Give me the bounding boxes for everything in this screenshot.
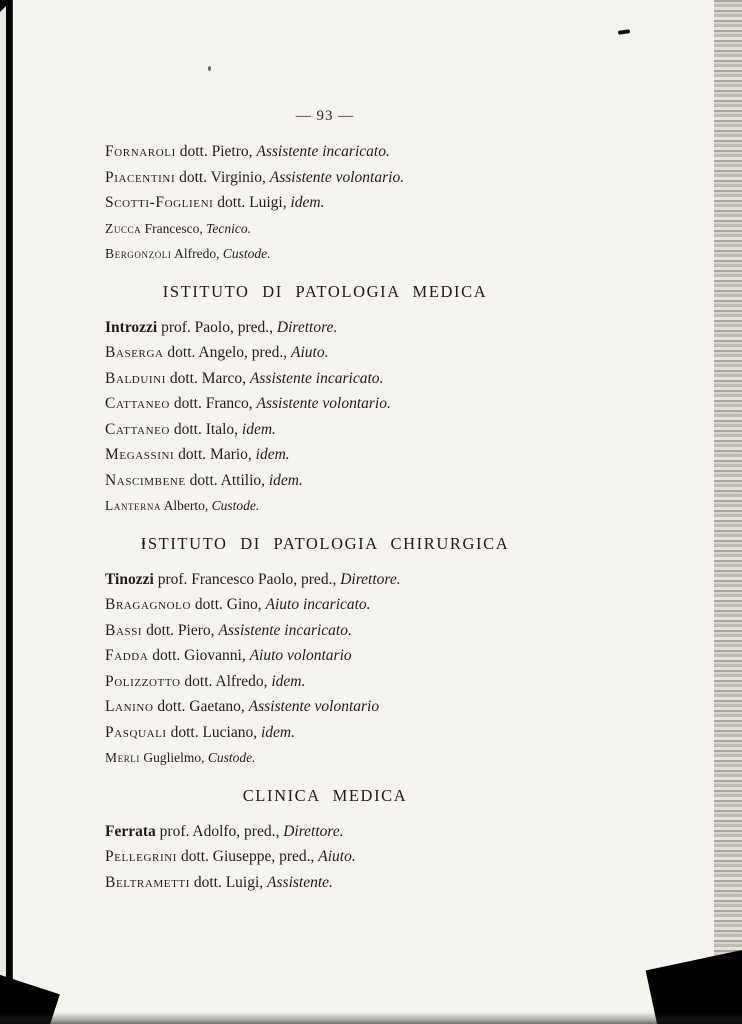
person-name: Megassini: [105, 446, 175, 463]
directory-entry: [105, 340, 545, 366]
entry-text: prof. Adolfo, pred.,: [155, 822, 284, 840]
directory-entry: [105, 745, 545, 771]
entry-text: Alfredo,: [171, 246, 223, 261]
directory-entry: [105, 669, 545, 695]
person-name: Scotti-Foglieni: [105, 194, 214, 211]
section-heading: CLINICA MEDICA: [242, 785, 408, 805]
directory-entry: [105, 870, 545, 896]
person-name: Bergonzoli: [105, 246, 172, 261]
entry-text: dott. Virginio,: [175, 168, 270, 186]
entry-text: prof. Francesco Paolo, pred.,: [153, 570, 341, 588]
role-title: Aiuto volontario: [249, 647, 352, 664]
entry-text: dott. Franco,: [169, 395, 257, 412]
person-name: Nascimbene: [105, 471, 186, 489]
entry-text: dott. Piero,: [142, 621, 219, 639]
role-title: Direttore.: [276, 318, 338, 336]
role-title: idem.: [268, 471, 303, 489]
entry-text: dott. Marco,: [165, 369, 250, 387]
role-title: Assistente incaricato.: [249, 369, 384, 387]
person-name: Beltrametti: [105, 873, 190, 891]
scan-bottom-shadow: [0, 1012, 742, 1024]
directory-entry: [105, 468, 545, 494]
section-heading: ISTITUTO DI PATOLOGIA CHIRURGICA: [140, 533, 510, 553]
directory-entry: [105, 618, 545, 644]
person-name: Tinozzi: [105, 570, 154, 588]
entry-text: Alberto,: [161, 498, 212, 513]
person-name: Fornaroli: [105, 143, 176, 160]
entry-text: dott. Luigi,: [213, 194, 291, 211]
scan-corner-top-left: [0, 0, 12, 12]
directory-entry: [105, 165, 545, 191]
role-title: Assistente volontario.: [269, 168, 405, 186]
directory-entry: [105, 315, 545, 341]
role-title: idem.: [241, 420, 276, 438]
page-number: — 93 —: [295, 108, 355, 124]
entry-text: dott. Angelo, pred.,: [163, 344, 291, 361]
content: [105, 108, 545, 895]
section-heading: ISTITUTO DI PATOLOGIA MEDICA: [162, 281, 488, 301]
directory-entry: [105, 694, 545, 720]
role-title: Assistente incaricato.: [256, 143, 390, 160]
role-title: Custode.: [207, 750, 256, 765]
person-name: Bassi: [105, 621, 143, 639]
role-title: idem.: [260, 723, 295, 741]
person-name: Baserga: [105, 344, 164, 361]
role-title: Direttore.: [340, 570, 401, 588]
person-name: Ferrata: [105, 822, 156, 840]
entry-text: dott. Gino,: [191, 596, 266, 613]
role-title: Tecnico.: [206, 220, 251, 236]
directory-entry: [105, 643, 545, 669]
directory-entry: [105, 567, 545, 593]
role-title: Custode.: [222, 246, 271, 261]
person-name: Merli: [105, 750, 140, 765]
entry-text: dott. Gaetano,: [153, 698, 249, 715]
ink-speck: [208, 66, 211, 71]
directory-entry: [105, 417, 545, 443]
role-title: Assistente volontario: [248, 698, 380, 715]
entry-text: prof. Paolo, pred.,: [157, 318, 277, 336]
role-title: Direttore.: [283, 822, 344, 840]
scan-right-edge: [714, 0, 742, 1024]
person-name: Bragagnolo: [105, 596, 192, 613]
directory-entry: [105, 366, 545, 392]
role-title: Aiuto incaricato.: [265, 596, 371, 613]
directory-entry: [105, 190, 545, 216]
person-name: Cattaneo: [105, 420, 170, 438]
role-title: idem.: [271, 672, 306, 690]
person-name: Balduini: [105, 369, 166, 387]
person-name: Piacentini: [105, 168, 176, 186]
person-name: Fadda: [105, 647, 149, 664]
directory-entry: [105, 493, 545, 519]
person-name: Lanterna: [105, 498, 162, 513]
directory-entry: [105, 241, 545, 267]
directory-list: [105, 139, 545, 895]
directory-entry: [105, 442, 545, 468]
ink-mark: [618, 29, 630, 35]
person-name: Pellegrini: [105, 848, 178, 865]
entry-text: dott. Mario,: [174, 446, 256, 463]
entry-text: Guglielmo,: [140, 750, 208, 765]
role-title: idem.: [290, 194, 325, 211]
entry-text: dott. Luciano,: [166, 723, 261, 741]
directory-entry: [105, 819, 545, 845]
role-title: Aiuto.: [318, 848, 356, 865]
person-name: Cattaneo: [105, 395, 170, 412]
person-name: Pasquali: [105, 723, 167, 741]
directory-entry: [105, 391, 545, 417]
directory-entry: [105, 139, 545, 165]
person-name: Lanino: [105, 698, 154, 715]
person-name: Polizzotto: [105, 672, 181, 690]
entry-text: dott. Italo,: [169, 420, 242, 438]
entry-text: dott. Pietro,: [175, 143, 257, 160]
entry-text: dott. Attilio,: [185, 471, 269, 489]
role-title: idem.: [255, 446, 290, 463]
person-name: Zucca: [105, 220, 142, 236]
role-title: Assistente.: [267, 873, 333, 891]
person-name: Introzzi: [105, 318, 158, 336]
entry-text: dott. Giovanni,: [148, 647, 250, 664]
directory-entry: [105, 720, 545, 746]
entry-text: dott. Alfredo,: [180, 672, 272, 690]
entry-text: Francesco,: [141, 220, 207, 236]
directory-entry: [105, 592, 545, 618]
scan-left-edge: [6, 0, 13, 1024]
directory-entry: [105, 216, 545, 242]
role-title: Assistente volontario.: [256, 395, 391, 412]
role-title: Custode.: [211, 498, 260, 513]
role-title: Aiuto.: [290, 344, 329, 361]
entry-text: dott. Luigi,: [189, 873, 268, 891]
directory-entry: [105, 844, 545, 870]
entry-text: dott. Giuseppe, pred.,: [177, 848, 319, 865]
role-title: Assistente incaricato.: [218, 621, 352, 639]
